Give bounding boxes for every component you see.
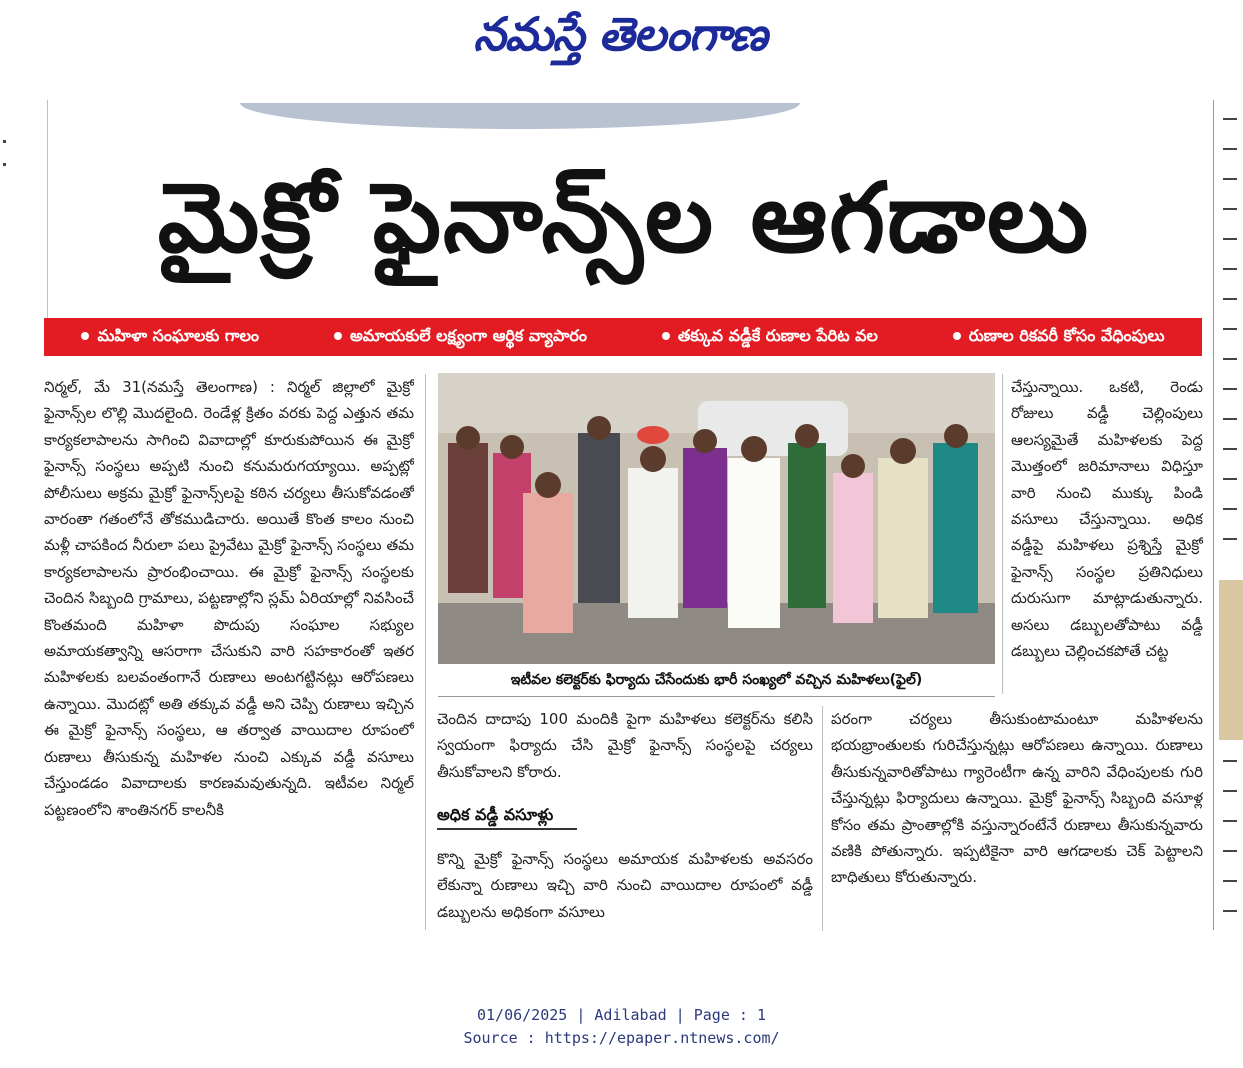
- bullet-icon: [662, 332, 670, 340]
- news-photo: [438, 373, 995, 664]
- edge-marks: [0, 120, 10, 210]
- masthead-logo: నమస్తే తెలంగాణ: [473, 7, 767, 61]
- column-divider: [425, 374, 426, 930]
- article-column-2: చెందిన దాదాపు 100 మందికి పైగా మహిళలు కలెక్టర్‌ను కలిసి స్వయంగా ఫిర్యాదు చేసి మైక్రో ఫైనాన్స్‌ సంస్థలపై చర్యలు తీసుకోవాలని కోరారు.: [437, 710, 813, 781]
- highlights-bar: [44, 318, 1202, 356]
- bullet-icon: [953, 332, 961, 340]
- adjacent-page-strip: [1219, 100, 1243, 980]
- footer-source: Source : https://epaper.ntnews.com/: [463, 1029, 780, 1047]
- highlight-item: అమాయకులే లక్ష్యంగా ఆర్థిక వ్యాపారం: [334, 326, 587, 349]
- subheading-rule: [437, 828, 577, 830]
- highlight-item: తక్కువ వడ్డీకే రుణాల పేరిట వల: [662, 326, 878, 349]
- article-column-1: నిర్మల్‌, మే 31(నమస్తే తెలంగాణ) : నిర్మల్‌ జిల్లాలో మైక్రో ఫైనాన్స్‌ల లొల్లి మొదలైంది. రెండేళ్ల క్రితం వరకు పెద్ద ఎత్తున తమ కార్యకలాపాలను సాగించి వివాదాల్లో కూరుకుపోయిన ఈ మైక్రో ఫైనాన్స్‌ సంస్థలు అప్పటి నుంచి కనుమరుగయ్యాయి. అప్పట్లో పోలీసులు అక్రమ మైక్రో ఫైనాన్స్‌లపై కఠిన చర్యలు తీసుకోవడంతో వారంతా గతంలోనే తోకముడిచారు. అయితే కొంత కాలం నుంచి మళ్లీ చాపకింద నీరులా పలు ప్రైవేటు మైక్రో ఫైనాన్స్‌ సంస్థలు తమ కార్యకలాపాలను ప్రారంభించాయి. ఈ మైక్రో ఫైనాన్స్‌ సంస్థలకు చెందిన సిబ్బంది గ్రామాలు, పట్టణాల్లోని స్లమ్‌ ఏరియాల్లో నివసించే కొంతమంది మహిళా పొదుపు సంఘాల సభ్యుల అమాయకత్వాన్ని ఆసరాగా చేసుకుని వారి సహకారంతో ఇతర మహిళలకు బలవంతంగానే రుణాలు అంటగట్టినట్లు ఆరోపణలు ఉన్నాయి. మొదట్లో అతి తక్కువ వడ్డీ అని చెప్పి రుణాలు ఇచ్చిన ఈ మైక్రో ఫైనాన్స్‌ సంస్థలు, ఆ తర్వాత వాయిదాల రూపంలో రుణాలు తీసుకున్న మహిళల నుంచి ఎక్కువ వడ్డీ వసూలు చేస్తుండడం వివాదాలకు కారణమవుతున్నది. ఇటీవల నిర్మల్‌ పట్టణంలోని శాంతినగర్‌ కాలనీకి: [44, 378, 414, 819]
- article-subheading: అధిక వడ్డీ వసూళ్లు: [437, 805, 554, 824]
- highlight-item: రుణాల రికవరీ కోసం వేధింపులు: [953, 326, 1165, 349]
- bullet-icon: [334, 332, 342, 340]
- article-column-3: పరంగా చర్యలు తీసుకుంటామంటూ మహిళలను భయభ్రాంతులకు గురిచేస్తున్నట్లు ఆరోపణలు ఉన్నాయి. రుణాలు తీసుకున్నవారితోపాటు గ్యారెంటీగా ఉన్న వారిని వేధింపులకు గురి చేస్తున్నట్లు ఫిర్యాదులు ఉన్నాయి. మైక్రో ఫైనాన్స్‌ సిబ్బంది వసూళ్ల కోసం తమ ప్రాంతాల్లోకి వస్తున్నారంటేనే రుణాలు తీసుకున్నవారు వణికి పోతున్నారు. ఇప్పటికైనా వారి ఆగడాలకు చెక్‌ పెట్టాలని బాధితులు కోరుతున్నారు.: [831, 710, 1203, 887]
- right-rule: [1213, 100, 1214, 930]
- footer-date-edition: 01/06/2025 | Adilabad | Page : 1: [477, 1006, 766, 1024]
- article-headline: మైక్రో ఫైనాన్స్‌ల ఆగడాలు: [157, 162, 1091, 274]
- column-divider: [1002, 374, 1003, 694]
- article-column-4: చేస్తున్నాయి. ఒకటి, రెండు రోజులు వడ్డీ చెల్లింపులు ఆలస్యమైతే మహిళలకు పెద్ద మొత్తంలో జరిమానాలు విధిస్తూ వారి నుంచి ముక్కు పిండి వసూలు చేస్తున్నాయి. అధిక వడ్డీపై మహిళలు ప్రశ్నిస్తే మైక్రో ఫైనాన్స్‌ సంస్థల ప్రతినిధులు దురుసుగా మాట్లాడుతున్నారు. అసలు డబ్బులతోపాటు వడ్డీ డబ్బులు చెల్లించకపోతే చట్ట: [1011, 378, 1203, 661]
- article-column-2-continued: కొన్ని మైక్రో ఫైనాన్స్‌ సంస్థలు అమాయక మహిళలకు అవసరం లేకున్నా రుణాలు ఇచ్చి వారి నుంచి వాయిదాల రూపంలో వడ్డీ డబ్బులను అధికంగా వసూలు: [437, 850, 813, 921]
- photo-caption: ఇటీవల కలెక్టర్‌కు ఫిర్యాదు చేసేందుకు భారీ సంఖ్యలో వచ్చిన మహిళలు(ఫైల్‌): [510, 672, 923, 688]
- caption-rule: [438, 696, 995, 697]
- highlight-item: మహిళా సంఘాలకు గాలం: [81, 326, 259, 349]
- bullet-icon: [81, 332, 89, 340]
- column-divider: [822, 706, 823, 931]
- headline-arc: [240, 103, 800, 129]
